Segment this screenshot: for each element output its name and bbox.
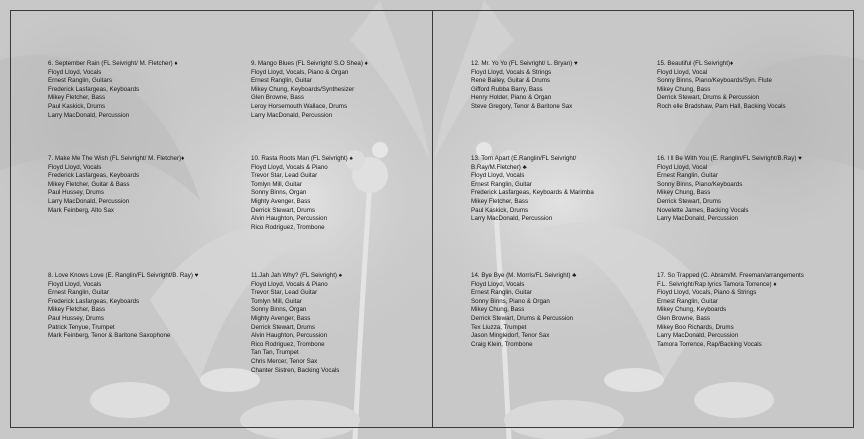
credit-line: Tamora Torrence, Rap/Backing Vocals (657, 340, 762, 348)
credit-line: Mikey Fletcher, Bass (48, 306, 106, 314)
credit-line: Ernest Ranglin, Guitar (657, 172, 718, 180)
credit-line: Leroy Horsemouth Wallace, Drums (251, 102, 348, 110)
credit-line: Alvin Haughton, Percussion (251, 215, 328, 223)
credit-line: Paul Hussey, Drums (48, 314, 104, 322)
credit-line: Mikey Chung, Bass (657, 189, 711, 197)
track-10-credits (251, 155, 353, 232)
credit-line: Patrick Tenyue, Trumpet (48, 323, 115, 331)
credit-line: Ernest Ranglin, Guitars (48, 77, 112, 85)
credit-line: Chris Mercer, Tenor Sax (251, 357, 318, 365)
credit-line: Mighty Avenger, Bass (251, 314, 311, 322)
credit-line: Paul Hussey, Drums (48, 189, 104, 197)
credit-line: Larry MacDonald, Percussion (48, 111, 130, 119)
credit-line: Mikey Fletcher, Bass (48, 94, 106, 102)
track-title: 15. Beautiful (FL Seivright)♦ (657, 60, 734, 67)
credit-line: Tan Tan, Trumpet (251, 349, 299, 357)
track-title: 17. So Trapped (C. Abram/M. Freeman/arrangements (657, 272, 804, 279)
credit-line: Floyd Lloyd, Vocals, Piano & Strings (657, 289, 757, 297)
credit-line: Mighty Avenger, Bass (251, 197, 311, 205)
track-15-credits (657, 60, 786, 112)
credit-line: Mikey Chung, Bass (657, 85, 711, 93)
track-title: 9. Mango Blues (FL Seivright/ S.O Shea) ♦ (251, 60, 368, 67)
credit-line: Henry Holder, Piano & Organ (471, 94, 552, 102)
credit-line: Floyd Lloyd, Vocals & Strings (471, 68, 552, 76)
credit-line: Frederick Lasfargeas, Keyboards & Marimba (471, 189, 594, 197)
track-title: 16. I ll Be With You (E. Ranglin/FL Seivright/B.Ray) ♥ (657, 155, 802, 162)
credit-line: F.L. Seivright/Rap lyrics Tamora Torrence) ♦ (657, 280, 777, 288)
credit-line: Sonny Binns, Organ (251, 306, 307, 314)
credit-line: Ernest Ranglin, Guitar (471, 180, 532, 188)
credit-line: Tomlyn Mill, Guitar (251, 297, 302, 305)
credit-line: Derrick Stewart, Drums (657, 197, 721, 205)
credit-line: Trevor Star, Lead Guitar (251, 289, 318, 297)
credit-line: Floyd Lloyd, Vocals (48, 68, 102, 76)
credit-line: Frederick Lasfargeas, Keyboards (48, 172, 140, 180)
credit-line: Rico Rodriguez, Trombone (251, 223, 325, 231)
credit-line: Ernest Ranglin, Guitar (657, 297, 718, 305)
credit-line: Ernest Ranglin, Guitar (471, 289, 532, 297)
credit-line: Larry MacDonald, Percussion (471, 215, 553, 223)
credit-line: Glen Browne, Bass (251, 94, 304, 102)
track-11-credits (251, 272, 342, 375)
track-title: 8. Love Knows Love (E. Ranglin/FL Seivright/B. Ray) ♥ (48, 272, 199, 279)
credit-line: Mikey Chung, Bass (471, 306, 525, 314)
track-6-credits (48, 60, 177, 120)
credit-line: Floyd Lloyd, Vocals (48, 280, 102, 288)
credit-line: Paul Kaskick, Drums (48, 102, 106, 110)
track-title: 13. Torn Apart (E.Ranglin/FL Seivright/ (471, 155, 577, 162)
track-17-credits (657, 272, 804, 349)
track-title: 11.Jah Jah Why? (FL Seivright) ♠ (251, 272, 342, 279)
credit-line: Mikey Fletcher, Bass (471, 197, 529, 205)
credit-line: Ernest Ranglin, Guitar (251, 77, 312, 85)
track-12-credits (471, 60, 578, 112)
track-title: 7. Make Me The Wish (FL Seivright/ M. Fletcher)♦ (48, 155, 185, 162)
credit-line: Mikey Chung, Keyboards (657, 306, 727, 314)
credit-line: Rico Rodriguez, Trombone (251, 340, 325, 348)
credit-line: Tex Liuzza, Trumpet (471, 323, 527, 331)
credit-line: Frederick Lasfargeas, Keyboards (48, 297, 140, 305)
credit-line: Sonny Binns, Organ (251, 189, 307, 197)
credit-line: Gifford Rubba Barry, Bass (471, 85, 543, 93)
center-fold-line (432, 10, 433, 428)
credit-line: Sonny Binns, Piano & Organ (471, 297, 550, 305)
credit-line: Paul Kaskick, Drums (471, 206, 529, 214)
credit-line: Floyd Lloyd, Vocals & Piano (251, 280, 328, 288)
credit-line: Mikey Chung, Keyboards/Synthesizer (251, 85, 355, 93)
credit-line: Larry MacDonald, Percussion (657, 332, 739, 340)
credit-line: B.Ray/M.Fletcher) ♣ (471, 163, 527, 171)
credit-line: Floyd Lloyd, Vocals (48, 163, 102, 171)
credit-line: Floyd Lloyd, Vocal (657, 163, 708, 171)
credit-line: Derrick Stewart, Drums (251, 323, 315, 331)
credit-line: Sonny Binns, Piano/Keyboards/Syn. Flute (657, 77, 772, 85)
credit-line: Craig Klein, Trombone (471, 340, 533, 348)
track-14-credits (471, 272, 576, 349)
credit-line: Jason Mingledorf, Tenor Sax (471, 332, 550, 340)
credit-line: Rene Bailey, Guitar & Drums (471, 77, 550, 85)
credit-line: Mark Feinberg, Tenor & Baritone Saxophone (48, 332, 171, 340)
credit-line: Larry MacDonald, Percussion (657, 215, 739, 223)
track-7-credits (48, 155, 184, 215)
credit-line: Mikey Boo Richards, Drums (657, 323, 734, 331)
credit-line: Floyd Lloyd, Vocals (471, 172, 525, 180)
credit-line: Floyd Lloyd, Vocals, Piano & Organ (251, 68, 349, 76)
credit-line: Sonny Binns, Piano/Keyboards (657, 180, 743, 188)
track-16-credits (657, 155, 802, 224)
credit-line: Alvin Haughton, Percussion (251, 332, 328, 340)
credit-line: Floyd Lloyd, Vocal (657, 68, 708, 76)
credit-line: Derrick Stewart, Drums & Percussion (657, 94, 760, 102)
credit-line: Ernest Ranglin, Guitar (48, 289, 109, 297)
track-title: 14. Bye Bye (M. Morris/FL Seivright) ♣ (471, 272, 577, 279)
credit-line: Steve Gregory, Tenor & Baritone Sax (471, 102, 573, 110)
track-title: 6. September Rain (FL Seivright/ M. Fletcher) ♦ (48, 60, 178, 67)
credit-line: Derrick Stewart, Drums (251, 206, 315, 214)
track-8-credits (48, 272, 198, 341)
track-9-credits (251, 60, 368, 120)
credit-line: Mark Feinberg, Alto Sax (48, 206, 115, 214)
track-title: 10. Rasta Roots Man (FL Seivright) ♠ (251, 155, 353, 162)
credit-line: Trevor Star, Lead Guitar (251, 172, 318, 180)
track-title: 12. Mr. Yo Yo (FL Seivright/ L. Bryan) ♥ (471, 60, 578, 67)
track-13-credits (471, 155, 594, 224)
credit-line: Larry MacDonald, Percussion (48, 197, 130, 205)
credit-line: Larry MacDonald, Percussion (251, 111, 333, 119)
credit-line: Tomlyn Mill, Guitar (251, 180, 302, 188)
credit-line: Floyd Lloyd, Vocals (471, 280, 525, 288)
credit-line: Floyd Lloyd, Vocals & Piano (251, 163, 328, 171)
credit-line: Roch elle Bradshaw, Pam Hall, Backing Vocals (657, 102, 786, 110)
credit-line: Glen Browne, Bass (657, 314, 710, 322)
credit-line: Mikey Fletcher, Guitar & Bass (48, 180, 130, 188)
credit-line: Novelette James, Backing Vocals (657, 206, 749, 214)
credit-line: Chanter Sistren, Backing Vocals (251, 366, 340, 374)
credit-line: Derrick Stewart, Drums & Percussion (471, 314, 574, 322)
credit-line: Frederick Lasfargeas, Keyboards (48, 85, 140, 93)
